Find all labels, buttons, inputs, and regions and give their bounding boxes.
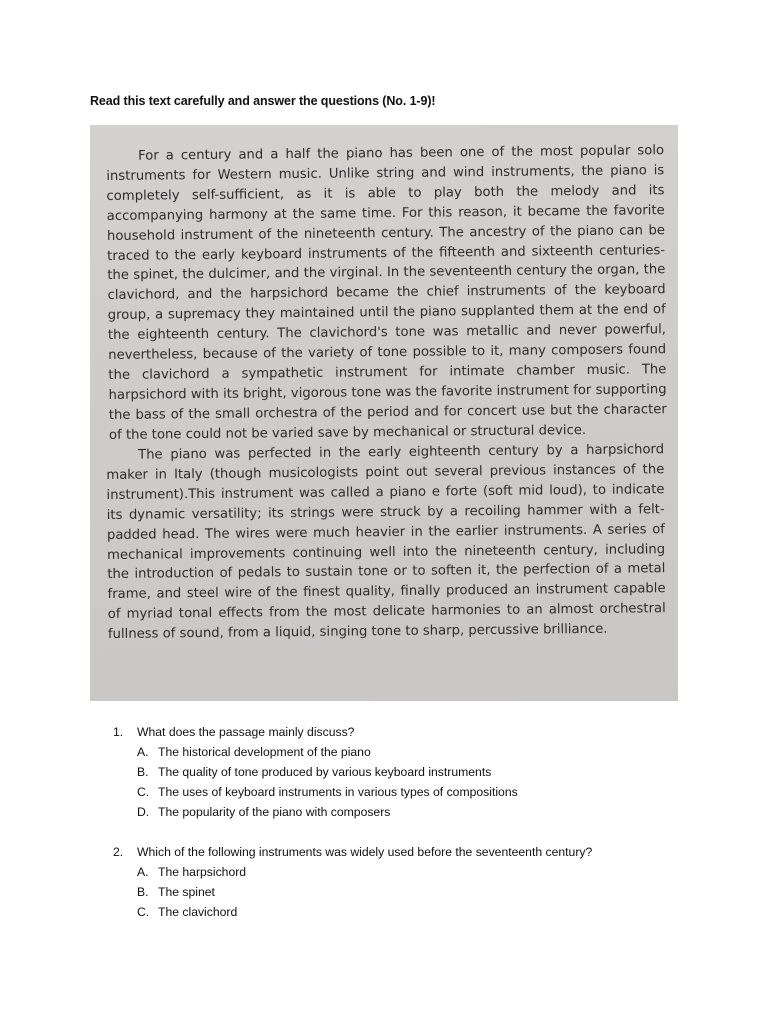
option-letter: C. [137, 905, 150, 919]
option-text: The popularity of the piano with composers [158, 805, 391, 819]
option-text: The uses of keyboard instruments in various types of compositions [158, 785, 518, 799]
instruction-heading: Read this text carefully and answer the questions (No. 1-9)! [90, 94, 436, 108]
option-text: The spinet [158, 885, 215, 899]
question-stem [113, 842, 733, 862]
passage-photo [90, 125, 678, 701]
option-letter: B. [137, 885, 149, 899]
option-a [113, 862, 733, 882]
question-2 [113, 842, 733, 922]
option-d [113, 802, 733, 822]
option-letter: A. [137, 865, 149, 879]
option-letter: C. [137, 785, 150, 799]
option-list [113, 742, 733, 822]
option-text: The quality of tone produced by various keyboard instruments [158, 765, 492, 779]
option-letter: B. [137, 765, 149, 779]
question-text: Which of the following instruments was widely used before the seventeenth century? [137, 845, 593, 859]
option-text: The clavichord [158, 905, 238, 919]
option-a [113, 742, 733, 762]
question-stem [113, 722, 733, 742]
question-number: 1. [113, 725, 124, 739]
option-list [113, 862, 733, 922]
option-letter: A. [137, 745, 149, 759]
option-text: The harpsichord [158, 865, 247, 879]
question-text: What does the passage mainly discuss? [137, 725, 355, 739]
option-c [113, 782, 733, 802]
question-number: 2. [113, 845, 124, 859]
option-c [113, 902, 733, 922]
passage-paragraph-2: The piano was perfected in the early eighteenth century by a harpsichord maker in Italy (though musicologists point out several previous instances of the instrument).This instrument was called a piano e forte (soft mid loud), to indicate its dynamic versatility; its strings were struck by a recoiling hammer with a felt-padded head. The wires were much heavier in the earlier instruments. A series of mechanical improvements continuing well into the nineteenth century, including the introduction of pedals to sustain tone or to soften it, the perfection of a metal frame, and steel wire of the finest quality, finally produced an instrument capable of myriad tonal effects from the most delicate harmonies to an almost orchestral fullness of sound, from a liquid, singing tone to sharp, percussive brilliance. [106, 441, 666, 642]
option-b [113, 762, 733, 782]
option-letter: D. [137, 805, 150, 819]
option-text: The historical development of the piano [158, 745, 371, 759]
question-1 [113, 722, 733, 822]
option-b [113, 882, 733, 902]
question-list [113, 722, 733, 942]
passage-paragraph-1: For a century and a half the piano has been one of the most popular solo instruments for Western music. Unlike string and wind instruments, the piano is completely self-sufficient, as it is able to play both the melody and its accompanying harmony at the same time. For this reason, it became the favorite household instrument of the nineteenth century. The ancestry of the piano can be traced to the early keyboard instruments of the fifteenth and sixteenth centuries-the spinet, the dulcimer, and the virginal. In the seventeenth century the organ, the clavichord, and the harpsichord became the chief instruments of the keyboard group, a supremacy they maintained until the piano supplanted them at the end of the eighteenth century. The clavichord's tone was metallic and never powerful, nevertheless, because of the variety of tone possible to it, many composers found the clavichord a sympathetic instrument for intimate chamber music. The harpsichord with its bright, vigorous tone was the favorite instrument for supporting the bass of the small orchestra of the period and for concert use but the character of the tone could not be varied save by mechanical or structural device. [106, 143, 667, 443]
